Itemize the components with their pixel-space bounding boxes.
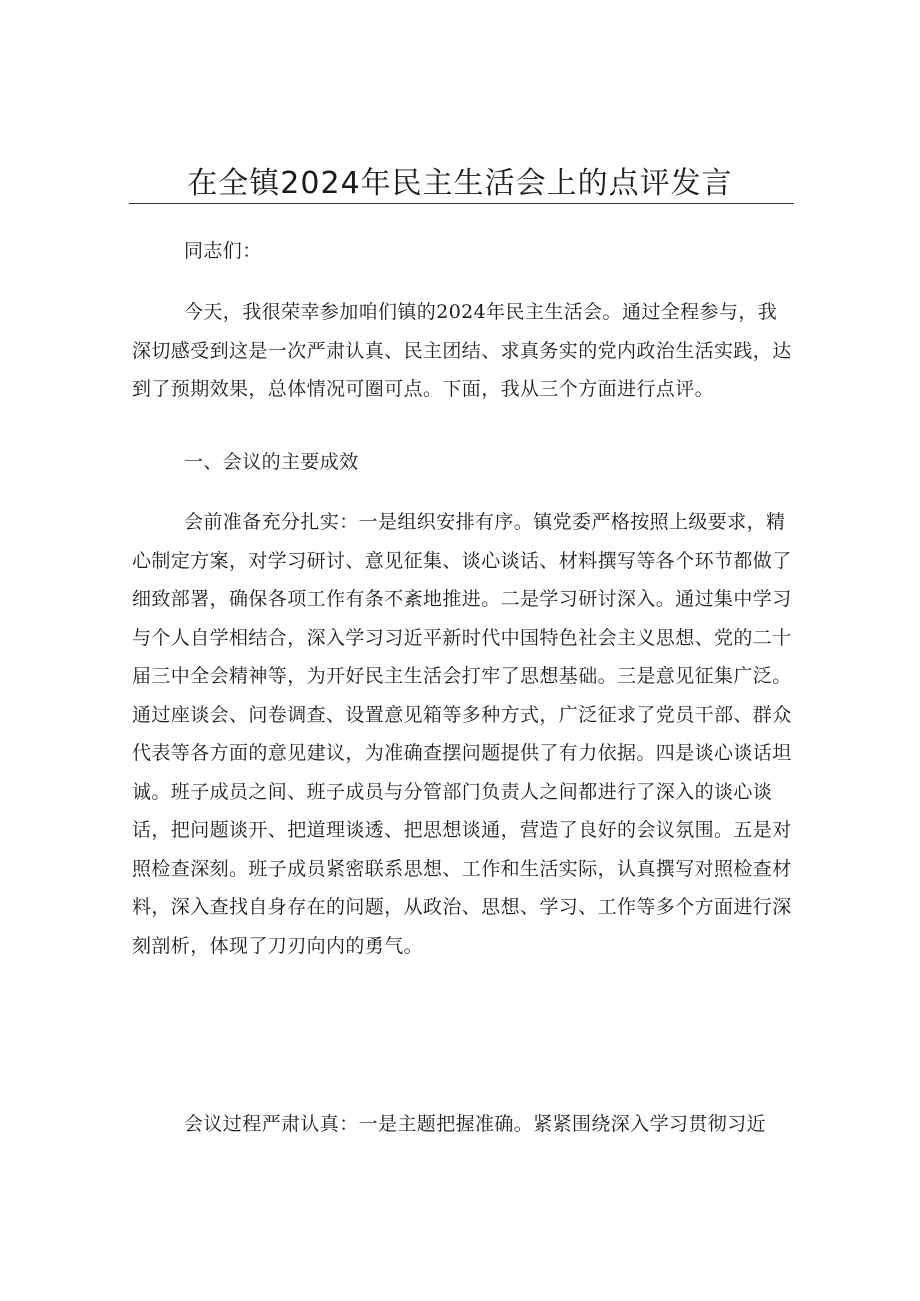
document-title: 在全镇2024年民主生活会上的点评发言 xyxy=(187,166,733,201)
paragraph-intro: 今天，我很荣幸参加咱们镇的2024年民主生活会。通过全程参与，我深切感受到这是一次严肃认真、民主团结、求真务实的党内政治生活实践，达到了预期效果，总体情况可圈可点。下面，我从三个方面进行点评。 xyxy=(132,301,792,400)
paragraph-preparation: 会前准备充分扎实：一是组织安排有序。镇党委严格按照上级要求，精心制定方案，对学习研讨、意见征集、谈心谈话、材料撰写等各个环节都做了细致部署，确保各项工作有条不紊地推进。二是学习研讨深入。通过集中学习与个人自学相结合，深入学习习近平新时代中国特色社会主义思想、党的二十届三中全会精神等，为开好民主生活会打牢了思想基础。三是意见征集广泛。通过座谈会、问卷调查、设置意见箱等多种方式，广泛征求了党员干部、群众代表等各方面的意见建议，为准确查摆问题提供了有力依据。四是谈心谈话坦诚。班子成员之间、班子成员与分管部门负责人之间都进行了深入的谈心谈话，把问题谈开、把道理谈透、把思想谈通，营造了良好的会议氛围。五是对照检查深刻。班子成员紧密联系思想、工作和生活实际，认真撰写对照检查材料，深入查找自身存在的问题，从政治、思想、学习、工作等多个方面进行深刻剖析，体现了刀刃向内的勇气。 xyxy=(132,511,792,957)
salutation: 同志们： xyxy=(184,240,262,262)
paragraph-process: 会议过程严肃认真：一是主题把握准确。紧紧围绕深入学习贯彻习近 xyxy=(184,1113,767,1135)
title-underline xyxy=(129,203,794,204)
section-heading-1: 一、会议的主要成效 xyxy=(184,451,359,473)
